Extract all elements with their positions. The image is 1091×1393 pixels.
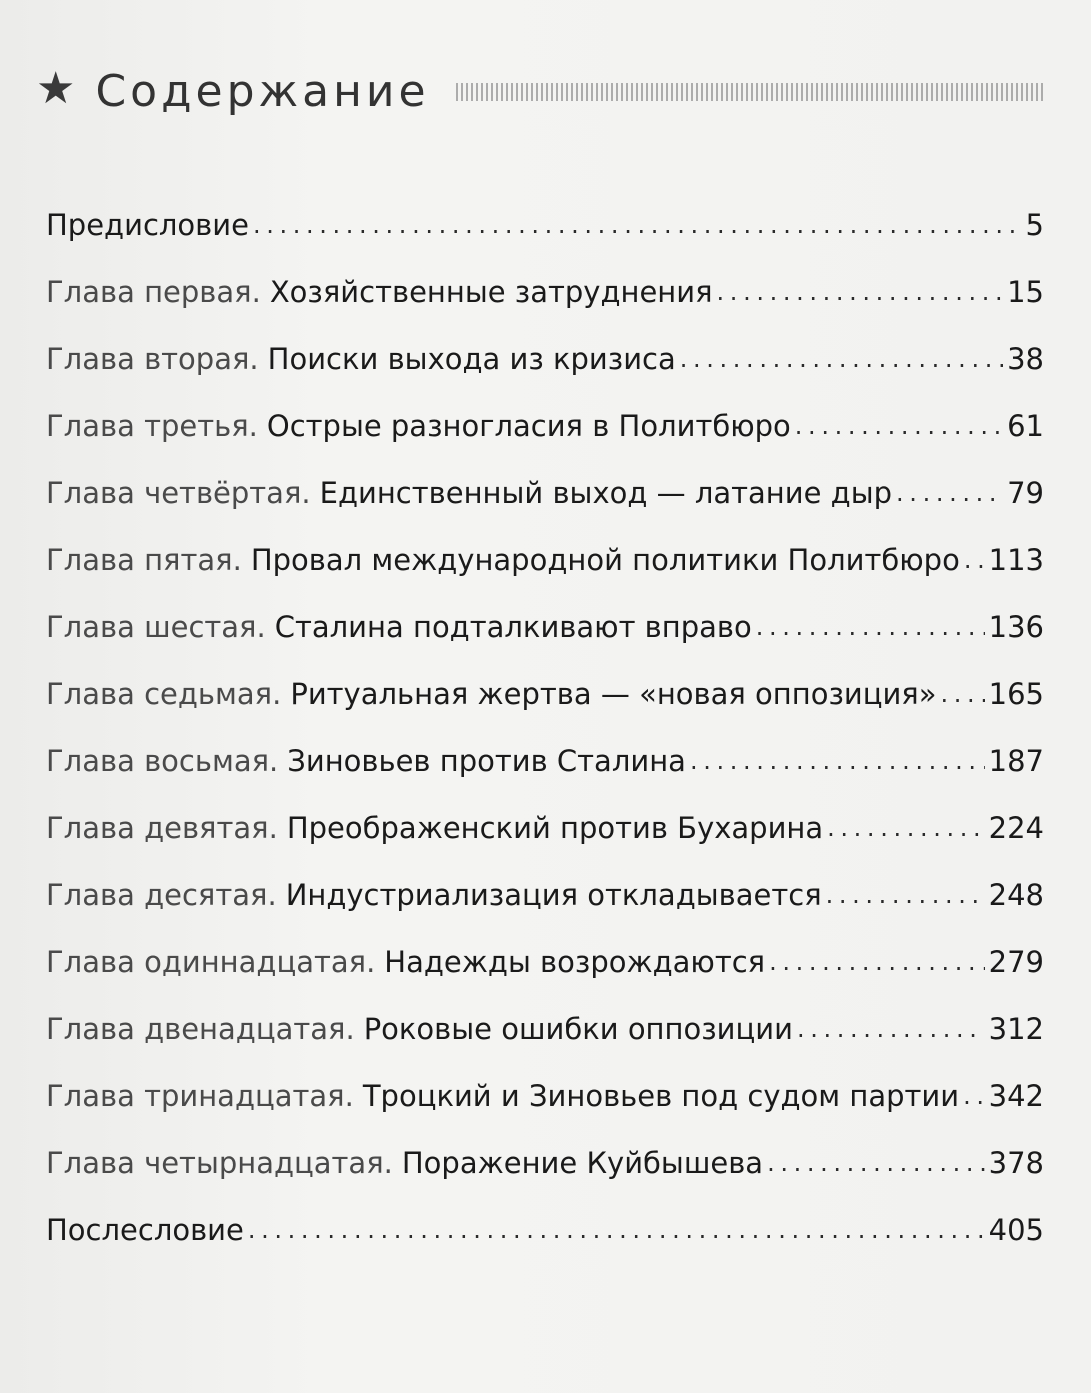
page-number: 113 bbox=[988, 543, 1044, 577]
entry-title: Острые разногласия в Политбюро bbox=[266, 409, 791, 443]
toc-entry-afterword[interactable] bbox=[46, 1213, 1044, 1280]
entry-title: Хозяйственные затруднения bbox=[269, 275, 713, 309]
page-number: 5 bbox=[1025, 208, 1044, 242]
page-number: 279 bbox=[988, 945, 1044, 979]
toc-entry-chapter-3[interactable] bbox=[46, 409, 1044, 476]
chapter-label: Глава девятая. bbox=[46, 811, 278, 845]
dot-leader bbox=[797, 1015, 985, 1043]
decorative-rule bbox=[456, 83, 1046, 101]
page-number: 165 bbox=[988, 677, 1044, 711]
dot-leader bbox=[769, 948, 985, 976]
entry-title: Преображенский против Бухарина bbox=[286, 811, 824, 845]
chapter-label: Глава двенадцатая. bbox=[46, 1012, 355, 1046]
page-number: 38 bbox=[1007, 342, 1044, 376]
toc-entry-chapter-11[interactable] bbox=[46, 945, 1044, 1012]
entry-title: Ритуальная жертва — «новая оппозиция» bbox=[290, 677, 937, 711]
toc-entry-preface[interactable] bbox=[46, 208, 1044, 275]
toc-entry-chapter-10[interactable] bbox=[46, 878, 1044, 945]
toc-entry-chapter-8[interactable] bbox=[46, 744, 1044, 811]
entry-title: Троцкий и Зиновьев под судом партии bbox=[362, 1079, 960, 1113]
toc-entry-chapter-9[interactable] bbox=[46, 811, 1044, 878]
page-number: 187 bbox=[988, 744, 1044, 778]
chapter-label: Глава восьмая. bbox=[46, 744, 279, 778]
toc-entry-chapter-14[interactable] bbox=[46, 1146, 1044, 1213]
entry-title: Послесловие bbox=[46, 1213, 244, 1247]
chapter-label: Глава четвёртая. bbox=[46, 476, 311, 510]
chapter-label: Глава десятая. bbox=[46, 878, 277, 912]
dot-leader bbox=[896, 479, 1003, 507]
page-number: 405 bbox=[988, 1213, 1044, 1247]
dot-leader bbox=[690, 747, 985, 775]
dot-leader bbox=[941, 680, 985, 708]
toc-header bbox=[36, 56, 1046, 126]
toc-entry-chapter-5[interactable] bbox=[46, 543, 1044, 610]
chapter-label: Глава третья. bbox=[46, 409, 258, 443]
entry-title: Надежды возрождаются bbox=[384, 945, 766, 979]
page-number: 61 bbox=[1007, 409, 1044, 443]
chapter-label: Глава четырнадцатая. bbox=[46, 1146, 393, 1180]
entry-title: Сталина подталкивают вправо bbox=[274, 610, 752, 644]
dot-leader bbox=[964, 546, 985, 574]
table-of-contents bbox=[46, 208, 1044, 1280]
page-number: 248 bbox=[988, 878, 1044, 912]
chapter-label: Глава вторая. bbox=[46, 342, 259, 376]
dot-leader bbox=[767, 1149, 985, 1177]
entry-title: Индустриализация откладывается bbox=[285, 878, 822, 912]
entry-title: Поиски выхода из кризиса bbox=[267, 342, 676, 376]
dot-leader bbox=[963, 1082, 985, 1110]
toc-entry-chapter-2[interactable] bbox=[46, 342, 1044, 409]
dot-leader bbox=[827, 814, 984, 842]
chapter-label: Глава пятая. bbox=[46, 543, 242, 577]
toc-entry-chapter-1[interactable] bbox=[46, 275, 1044, 342]
page-number: 15 bbox=[1007, 275, 1044, 309]
chapter-label: Глава одиннадцатая. bbox=[46, 945, 376, 979]
dot-leader bbox=[717, 278, 1004, 306]
entry-title: Предисловие bbox=[46, 208, 249, 242]
page-number: 224 bbox=[988, 811, 1044, 845]
page-title: Содержание bbox=[95, 65, 430, 117]
star-icon: ★ bbox=[36, 63, 76, 114]
toc-entry-chapter-6[interactable] bbox=[46, 610, 1044, 677]
dot-leader bbox=[253, 211, 1020, 239]
entry-title: Зиновьев против Сталина bbox=[287, 744, 686, 778]
dot-leader bbox=[248, 1216, 985, 1244]
page-number: 79 bbox=[1007, 476, 1044, 510]
toc-entry-chapter-12[interactable] bbox=[46, 1012, 1044, 1079]
chapter-label: Глава шестая. bbox=[46, 610, 266, 644]
dot-leader bbox=[756, 613, 985, 641]
page-number: 136 bbox=[988, 610, 1044, 644]
dot-leader bbox=[795, 412, 1003, 440]
chapter-label: Глава седьмая. bbox=[46, 677, 282, 711]
page-number: 342 bbox=[988, 1079, 1044, 1113]
chapter-label: Глава первая. bbox=[46, 275, 261, 309]
entry-title: Роковые ошибки оппозиции bbox=[363, 1012, 793, 1046]
toc-entry-chapter-4[interactable] bbox=[46, 476, 1044, 543]
chapter-label: Глава тринадцатая. bbox=[46, 1079, 354, 1113]
entry-title: Провал международной политики Политбюро bbox=[250, 543, 960, 577]
entry-title: Единственный выход — латание дыр bbox=[319, 476, 893, 510]
page-number: 378 bbox=[988, 1146, 1044, 1180]
dot-leader bbox=[826, 881, 985, 909]
toc-entry-chapter-7[interactable] bbox=[46, 677, 1044, 744]
toc-entry-chapter-13[interactable] bbox=[46, 1079, 1044, 1146]
dot-leader bbox=[680, 345, 1003, 373]
entry-title: Поражение Куйбышева bbox=[401, 1146, 764, 1180]
page-number: 312 bbox=[988, 1012, 1044, 1046]
